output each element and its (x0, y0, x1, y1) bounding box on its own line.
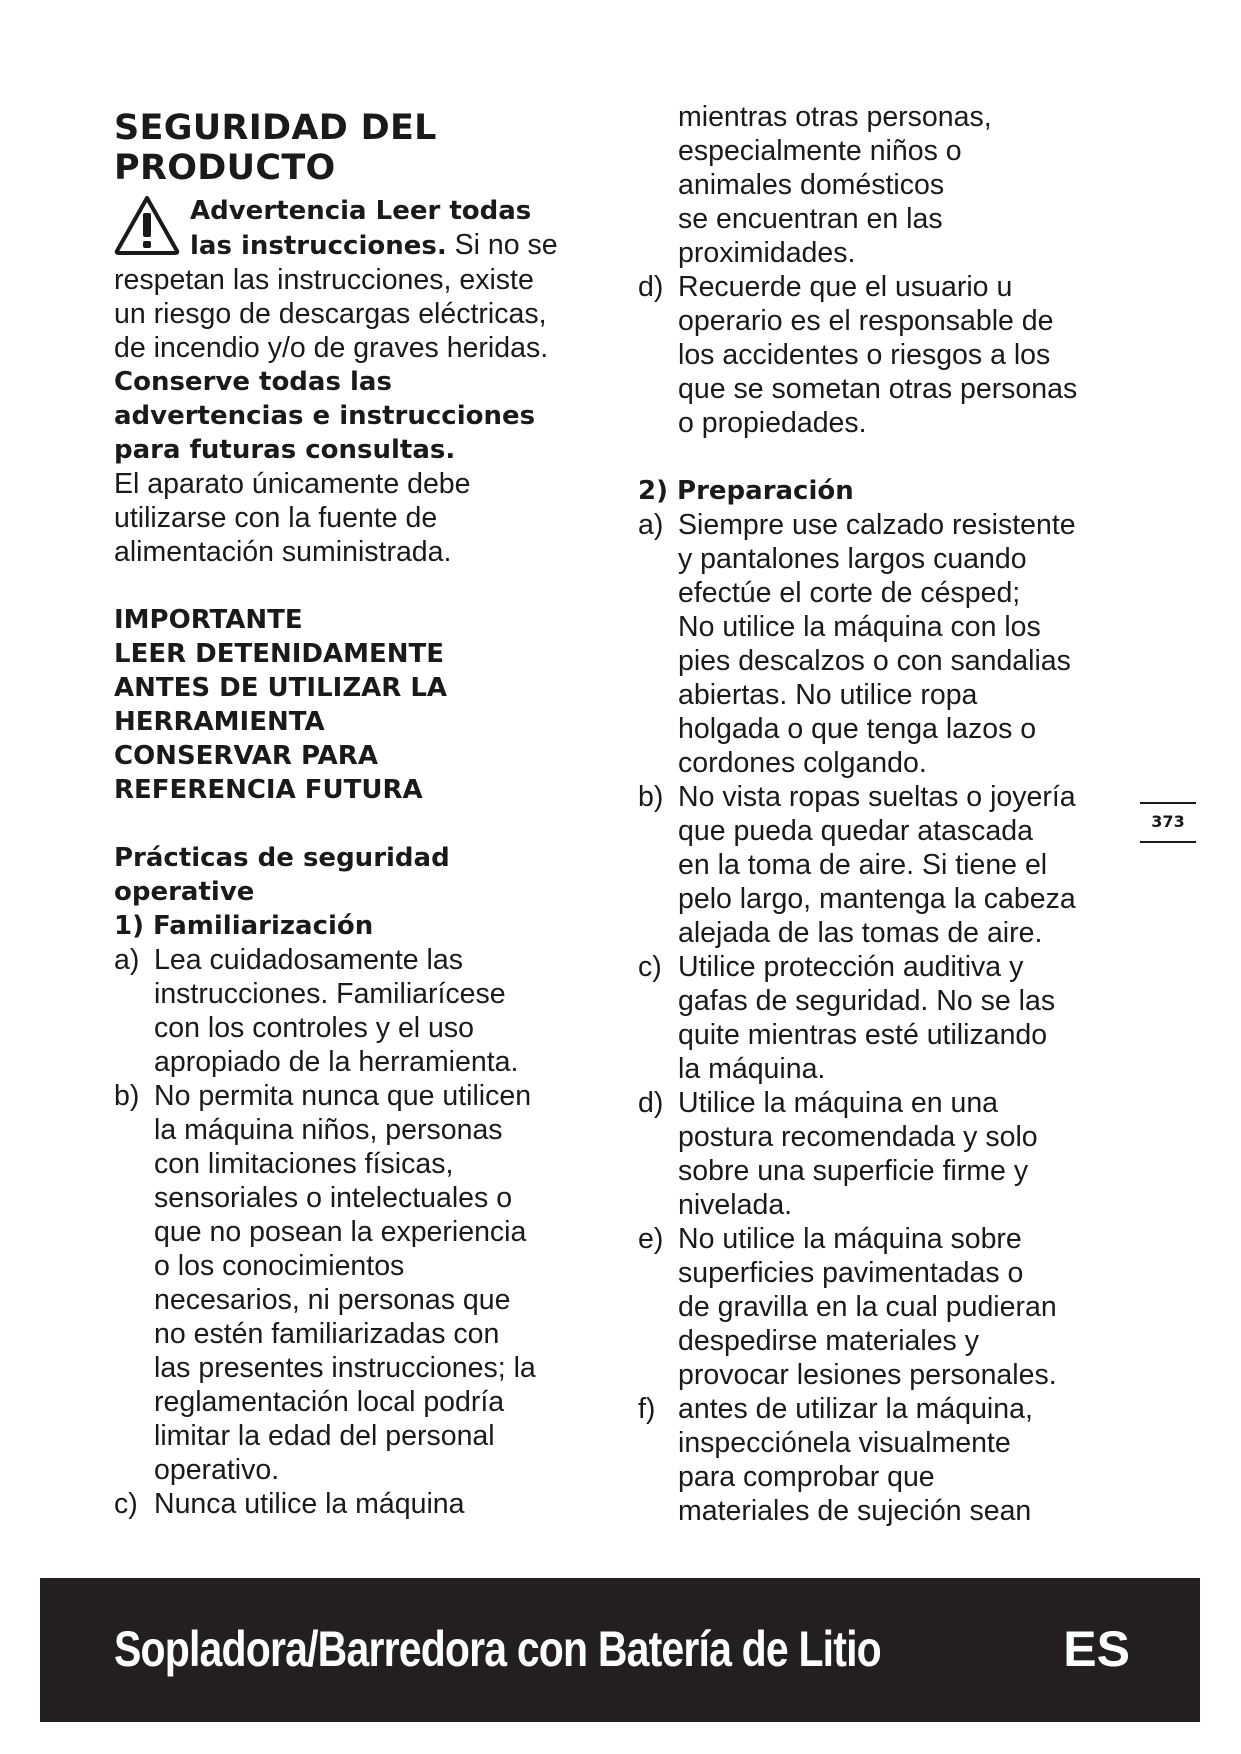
important-line: HERRAMIENTA (114, 707, 325, 737)
list-item (638, 1392, 1138, 1528)
item-text: en la toma de aire. Si tiene el (678, 849, 1048, 881)
power-note-line: alimentación suministrada. (114, 536, 452, 568)
item-text: que se sometan otras personas (678, 373, 1078, 405)
item-text: Utilice la máquina en una (678, 1087, 999, 1119)
item-text: Utilice protección auditiva y (678, 951, 1024, 983)
language-code: ES (1063, 1621, 1130, 1677)
right-column (638, 100, 1138, 1528)
power-note-line: El aparato únicamente debe (114, 468, 471, 500)
item-text: nivelada. (678, 1189, 793, 1221)
item-text: y pantalones largos cuando (678, 543, 1027, 575)
item-text: necesarios, ni personas que (154, 1284, 511, 1316)
item-text: holgada o que tenga lazos o (678, 713, 1037, 745)
item-label: f) (638, 1393, 656, 1425)
item-label: d) (638, 271, 664, 303)
item-text: Siempre use calzado resistente (678, 509, 1076, 541)
item-text: la máquina. (678, 1053, 826, 1085)
item-text: materiales de sujeción sean (678, 1495, 1032, 1527)
list-item (638, 508, 1138, 780)
warning-text-line: de incendio y/o de graves heridas. (114, 332, 549, 364)
item-text: con limitaciones físicas, (154, 1148, 454, 1180)
item-text: No permita nunca que utilicen (154, 1080, 532, 1112)
item-label: e) (638, 1223, 664, 1255)
important-line: ANTES DE UTILIZAR LA (114, 673, 448, 703)
important-notice (114, 603, 614, 807)
important-line: IMPORTANTE (114, 605, 303, 635)
item-text: postura recomendada y solo (678, 1121, 1038, 1153)
practices-line: operative (114, 877, 255, 907)
warning-block (114, 194, 614, 569)
section-2-heading-text: 2) Preparación (638, 476, 854, 506)
item-text: instrucciones. Familiarícese (154, 978, 506, 1010)
list-item (638, 950, 1138, 1086)
item-text: antes de utilizar la máquina, (678, 1393, 1033, 1425)
item-text: quite mientras esté utilizando (678, 1019, 1048, 1051)
list-item (638, 270, 1138, 440)
item-label: a) (114, 944, 140, 976)
item-text: efectúe el corte de césped; (678, 577, 1021, 609)
title-line: PRODUCTO (114, 148, 336, 188)
list-item (638, 1086, 1138, 1222)
item-text: alejada de las tomas de aire. (678, 917, 1043, 949)
item-text: No utilice la máquina con los (678, 611, 1041, 643)
item-label: d) (638, 1087, 664, 1119)
section-2-heading (638, 474, 1138, 508)
item-text: especialmente niños o (678, 135, 962, 167)
item-text: se encuentran en las (678, 203, 943, 235)
important-line: REFERENCIA FUTURA (114, 775, 423, 805)
item-text: animales domésticos (678, 169, 945, 201)
item-label: b) (638, 781, 664, 813)
item-text: que no posean la experiencia (154, 1216, 527, 1248)
title-line: SEGURIDAD DEL (114, 108, 437, 148)
item-text: superficies pavimentadas o (678, 1257, 1024, 1289)
item-text: Recuerde que el usuario u (678, 271, 1013, 303)
conserve-line: para futuras consultas. (114, 435, 456, 465)
item-text: proximidades. (678, 237, 856, 269)
item-text: apropiado de la herramienta. (154, 1046, 519, 1078)
warning-bold: las instrucciones. (190, 231, 447, 261)
item-text: o los conocimientos (154, 1250, 405, 1282)
item-text: para comprobar que (678, 1461, 935, 1493)
item-text: sobre una superficie firme y (678, 1155, 1029, 1187)
item-text: las presentes instrucciones; la (154, 1352, 536, 1384)
conserve-notice (114, 365, 614, 467)
item-text: provocar lesiones personales. (678, 1359, 1057, 1391)
item-text: operario es el responsable de (678, 305, 1054, 337)
warning-text: Si no se (446, 229, 558, 261)
page-number: 373 (1140, 802, 1196, 843)
item-label: b) (114, 1080, 140, 1112)
important-line: LEER DETENIDAMENTE (114, 639, 445, 669)
item-label: a) (638, 509, 664, 541)
item-text: Lea cuidadosamente las (154, 944, 463, 976)
practices-line: Prácticas de seguridad (114, 843, 450, 873)
footer-title: Sopladora/Barredora con Batería de Litio (114, 1621, 881, 1677)
item-text: abiertas. No utilice ropa (678, 679, 978, 711)
item-text: no estén familiarizadas con (154, 1318, 500, 1350)
warning-text-line: respetan las instrucciones, existe (114, 264, 534, 296)
item-text: despedirse materiales y (678, 1325, 979, 1357)
power-note-line: utilizarse con la fuente de (114, 502, 438, 534)
item-text: inspecciónela visualmente (678, 1427, 1011, 1459)
item-label: c) (114, 1488, 138, 1520)
list-item (638, 780, 1138, 950)
item-text: gafas de seguridad. No se las (678, 985, 1056, 1017)
section-1-heading: 1) Familiarización (114, 911, 374, 941)
item-text: No utilice la máquina sobre (678, 1223, 1022, 1255)
item-text: reglamentación local podría (154, 1386, 505, 1418)
conserve-line: advertencias e instrucciones (114, 401, 536, 431)
item-text: limitar la edad del personal (154, 1420, 495, 1452)
item-text: Nunca utilice la máquina (154, 1488, 465, 1520)
item-text: de gravilla en la cual pudieran (678, 1291, 1057, 1323)
item-text: mientras otras personas, (678, 101, 992, 133)
warning-heading-line: Advertencia Leer todas (190, 196, 532, 226)
item-text: No vista ropas sueltas o joyería (678, 781, 1076, 813)
continued-item (638, 100, 1138, 270)
warning-heading-line (114, 228, 614, 263)
conserve-line: Conserve todas las (114, 367, 392, 397)
item-text: cordones colgando. (678, 747, 927, 779)
list-item (114, 1079, 614, 1487)
item-text: los accidentes o riesgos a los (678, 339, 1051, 371)
list-item (638, 1222, 1138, 1392)
item-label: c) (638, 951, 662, 983)
left-column (114, 100, 614, 1521)
important-line: CONSERVAR PARA (114, 741, 378, 771)
section-title (114, 108, 614, 188)
item-text: pelo largo, mantenga la cabeza (678, 883, 1076, 915)
footer-bar (40, 1578, 1200, 1722)
list-item (114, 1487, 614, 1521)
warning-triangle-icon (114, 194, 180, 256)
item-text: sensoriales o intelectuales o (154, 1182, 513, 1214)
item-text: operativo. (154, 1454, 280, 1486)
item-text: o propiedades. (678, 407, 867, 439)
item-text: la máquina niños, personas (154, 1114, 503, 1146)
warning-text-line: un riesgo de descargas eléctricas, (114, 298, 547, 330)
item-text: con los controles y el uso (154, 1012, 474, 1044)
item-text: que pueda quedar atascada (678, 815, 1033, 847)
practices-heading (114, 841, 614, 943)
item-text: pies descalzos o con sandalias (678, 645, 1071, 677)
list-item (114, 943, 614, 1079)
